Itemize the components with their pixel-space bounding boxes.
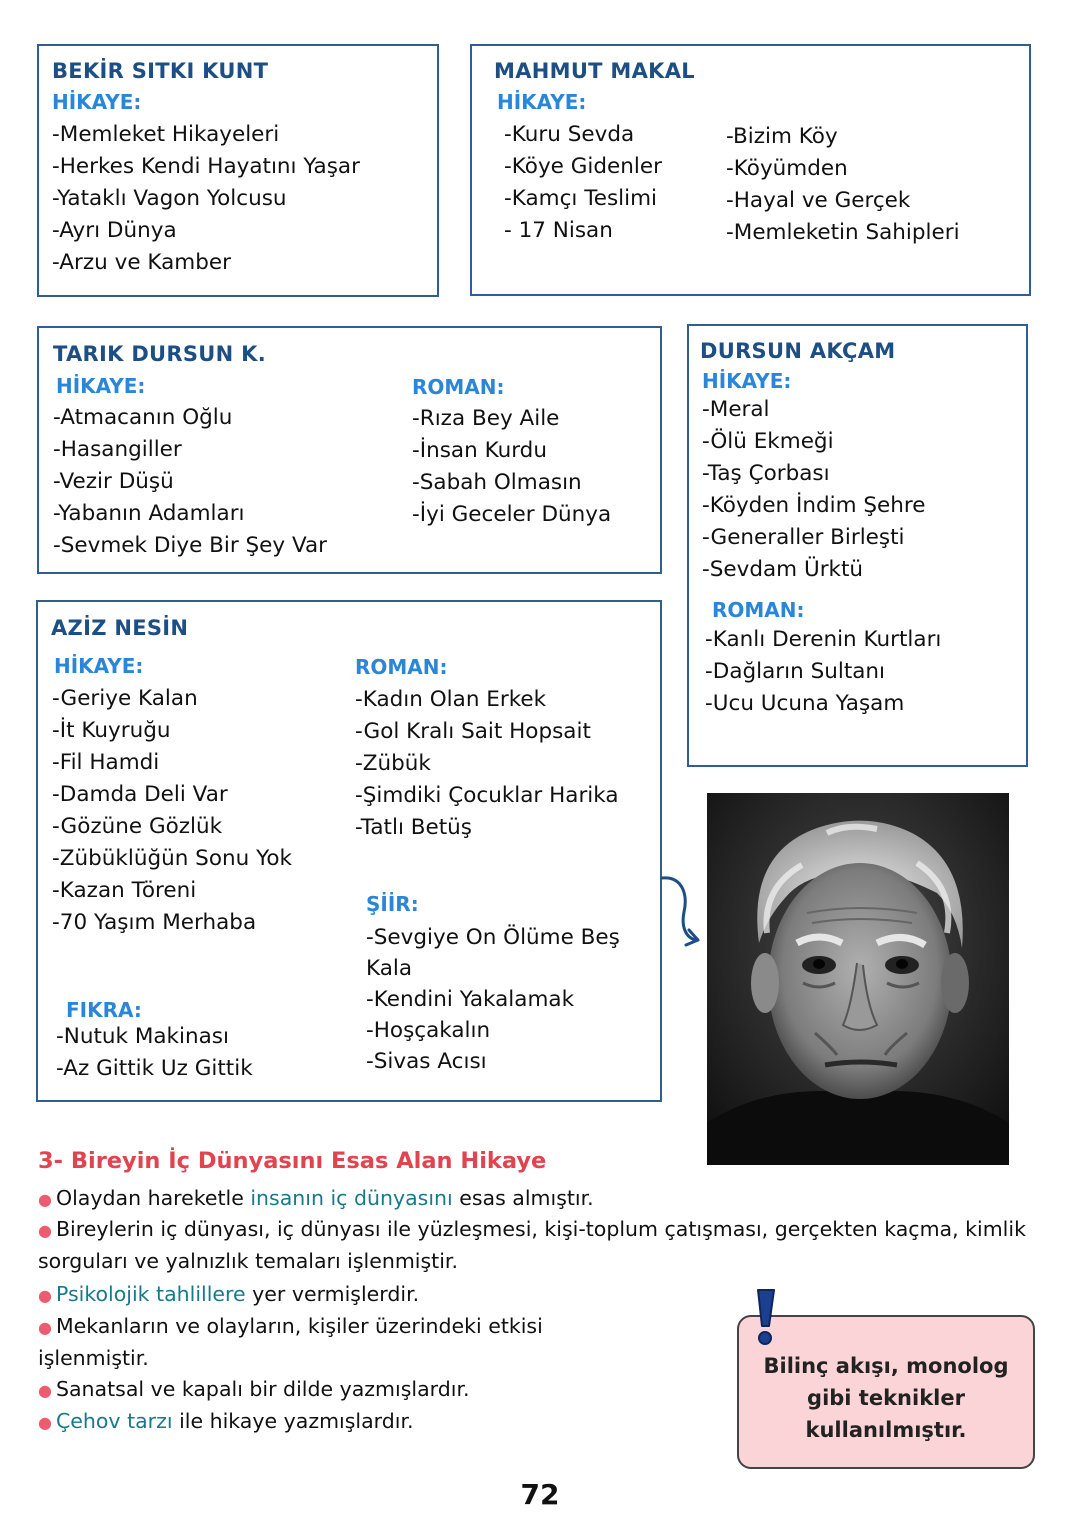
story-list [702, 394, 925, 586]
list-item: - Arzu ve Kamber [52, 247, 360, 279]
joke-list [56, 1021, 253, 1085]
list-item: - Hoşçakalın [366, 1015, 636, 1046]
list-item: - Yataklı Vagon Yolcusu [52, 183, 360, 215]
novel-list [355, 684, 619, 844]
list-item: - Ölü Ekmeği [702, 426, 925, 458]
list-item: - Kamçı Teslimi [504, 183, 662, 215]
category-label: HİKAYE: [54, 654, 144, 678]
list-item: - Atmacanın Oğlu [53, 402, 327, 434]
category-label: ŞİİR: [366, 892, 419, 916]
bullet-1: ● Olaydan hareketle insanın iç dünyasını esas almıştır. [38, 1186, 594, 1210]
list-item: - Kanlı Derenin Kurtları [705, 624, 941, 656]
bullet-5: ● Sanatsal ve kapalı bir dilde yazmışlardır. [38, 1377, 470, 1401]
list-item: - Zübük [355, 748, 619, 780]
bullet-icon: ● [38, 1413, 52, 1432]
list-item: - Memleket Hikayeleri [52, 119, 360, 151]
list-item: - Vezir Düşü [53, 466, 327, 498]
note-text: Bilinç akışı, monolog gibi teknikler kullanılmıştır. [763, 1354, 1009, 1442]
story-list-col1 [504, 119, 662, 247]
author-name: TARIK DURSUN K. [53, 342, 266, 366]
bullet-6: ● Çehov tarzı ile hikaye yazmışlardır. [38, 1409, 414, 1433]
aziz-nesin-box [36, 600, 662, 1102]
bullet-icon: ● [38, 1221, 52, 1240]
list-item: - Gözüne Gözlük [52, 811, 292, 843]
author-name: BEKİR SITKI KUNT [52, 59, 269, 83]
novel-list [705, 624, 941, 720]
list-item: - İnsan Kurdu [412, 435, 611, 467]
story-list [52, 683, 292, 939]
category-label: ROMAN: [712, 598, 805, 622]
author-name: AZİZ NESİN [51, 616, 189, 640]
category-label: HİKAYE: [52, 90, 142, 114]
list-item: - Kazan Töreni [52, 875, 292, 907]
list-item: - Sevdam Ürktü [702, 554, 925, 586]
list-item: - 70 Yaşım Merhaba [52, 907, 292, 939]
list-item: - Tatlı Betüş [355, 812, 619, 844]
category-label: ROMAN: [355, 655, 448, 679]
list-item: - Fil Hamdi [52, 747, 292, 779]
list-item: - Az Gittik Uz Gittik [56, 1053, 253, 1085]
list-item: - Sevmek Diye Bir Şey Var [53, 530, 327, 562]
story-list-col2 [726, 121, 960, 249]
tarik-dursun-box [37, 326, 662, 574]
bullet-icon: ● [38, 1286, 52, 1305]
page-number: 72 [520, 1478, 560, 1511]
bekir-sitki-kunt-box [37, 44, 439, 297]
author-name: MAHMUT MAKAL [494, 59, 695, 83]
list-item: - Zübüklüğün Sonu Yok [52, 843, 292, 875]
bullet-icon: ● [38, 1381, 52, 1400]
list-item: - Rıza Bey Aile [412, 403, 611, 435]
story-list [53, 402, 327, 562]
bullet-icon: ● [38, 1190, 52, 1209]
list-item: - Şimdiki Çocuklar Harika [355, 780, 619, 812]
list-item: - Köyümden [726, 153, 960, 185]
section-heading: 3- Bireyin İç Dünyasını Esas Alan Hikaye [38, 1148, 547, 1174]
category-label: ROMAN: [412, 375, 505, 399]
author-name: DURSUN AKÇAM [700, 339, 896, 363]
list-item: - Ayrı Dünya [52, 215, 360, 247]
list-item: - Generaller Birleşti [702, 522, 925, 554]
list-item: - Memleketin Sahipleri [726, 217, 960, 249]
list-item: - Yabanın Adamları [53, 498, 327, 530]
list-item: - İyi Geceler Dünya [412, 499, 611, 531]
novel-list [412, 403, 611, 531]
list-item: - Sevgiye On Ölüme Beş Kala [366, 922, 636, 984]
list-item: - Damda Deli Var [52, 779, 292, 811]
list-item: - Gol Kralı Sait Hopsait [355, 716, 619, 748]
curved-arrow-icon [660, 872, 708, 952]
list-item: - Herkes Kendi Hayatını Yaşar [52, 151, 360, 183]
list-item: - 17 Nisan [504, 215, 662, 247]
category-label: HİKAYE: [702, 369, 792, 393]
bullet-3: ● Psikolojik tahlillere yer vermişlerdir. [38, 1282, 420, 1306]
list-item: - Dağların Sultanı [705, 656, 941, 688]
author-portrait-photo [707, 793, 1009, 1165]
list-item: - Kuru Sevda [504, 119, 662, 151]
story-list [52, 119, 360, 279]
bullet-2: ● Bireylerin iç dünyası, iç dünyası ile yüzleşmesi, kişi-toplum çatışması, gerçekten kaçma, kimlik sorguları ve yalnızlık temaları işlenmiştir. [38, 1217, 1026, 1273]
list-item: - Meral [702, 394, 925, 426]
dursun-akcam-box [687, 324, 1028, 767]
exclamation-icon [748, 1286, 782, 1348]
bullet-4: ● Mekanların ve olayların, kişiler üzerindeki etkisi işlenmiştir. [38, 1314, 543, 1370]
list-item: - Hayal ve Gerçek [726, 185, 960, 217]
list-item: - Bizim Köy [726, 121, 960, 153]
mahmut-makal-box [470, 44, 1031, 296]
category-label: FIKRA: [66, 998, 142, 1022]
list-item: - Ucu Ucuna Yaşam [705, 688, 941, 720]
category-label: HİKAYE: [56, 374, 146, 398]
list-item: - Geriye Kalan [52, 683, 292, 715]
list-item: - Köyden İndim Şehre [702, 490, 925, 522]
list-item: - Köye Gidenler [504, 151, 662, 183]
poem-list [366, 922, 636, 1077]
list-item: - Sabah Olmasın [412, 467, 611, 499]
list-item: - Kendini Yakalamak [366, 984, 636, 1015]
list-item: - Kadın Olan Erkek [355, 684, 619, 716]
list-item: - Nutuk Makinası [56, 1021, 253, 1053]
bullet-icon: ● [38, 1318, 52, 1337]
list-item: - Taş Çorbası [702, 458, 925, 490]
list-item: - Hasangiller [53, 434, 327, 466]
list-item: - Sivas Acısı [366, 1046, 636, 1077]
list-item: - İt Kuyruğu [52, 715, 292, 747]
category-label: HİKAYE: [497, 90, 587, 114]
